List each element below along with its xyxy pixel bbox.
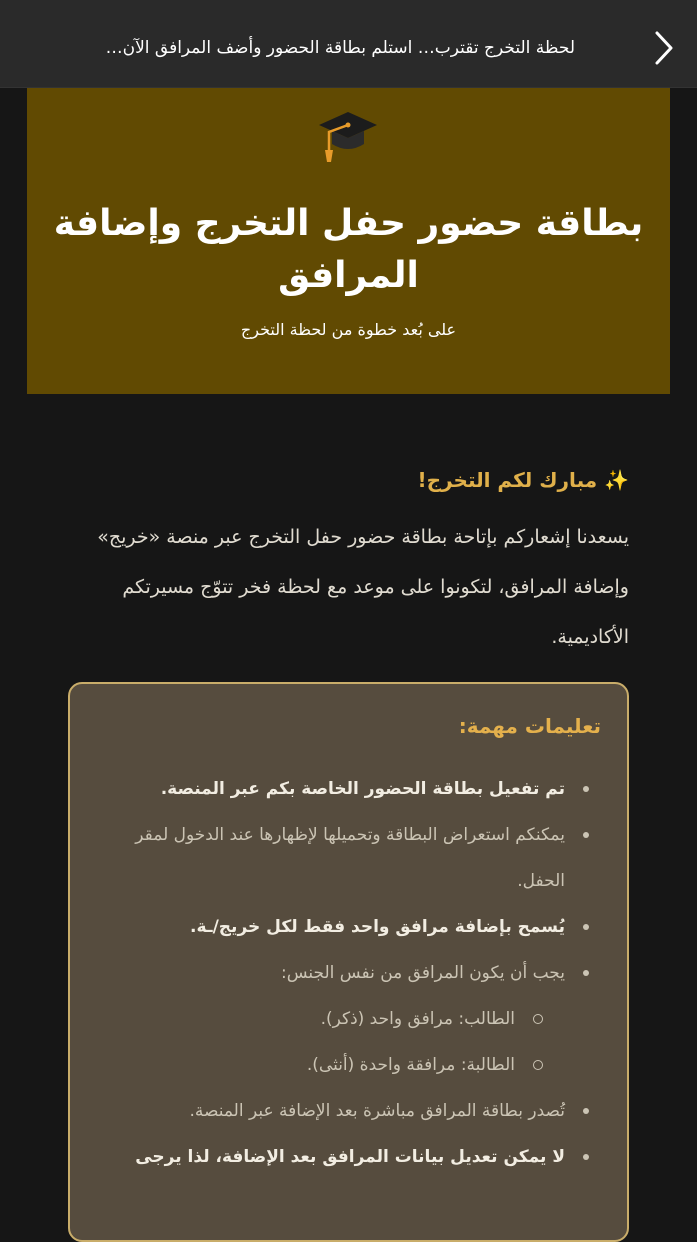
graduation-cap-icon [315, 98, 381, 164]
list-item: تم تفعيل بطاقة الحضور الخاصة بكم عبر المنصة. [100, 766, 603, 812]
hero-title: بطاقة حضور حفل التخرج وإضافة المرافق [53, 203, 644, 296]
top-bar [0, 0, 697, 88]
instructions-box [68, 682, 629, 1242]
list-item: يجب أن يكون المرافق من نفس الجنس: [100, 950, 603, 996]
sparkles-icon: ✨ [604, 468, 629, 492]
hero-banner [27, 88, 670, 394]
intro-paragraph: يسعدنا إشعاركم بإتاحة بطاقة حضور حفل التخرج عبر منصة «خريج» وإضافة المرافق، لتكونوا على موعد مع لحظة فخر تتوّج مسيرتكم الأكاديمية. [97, 526, 629, 648]
congrats-heading [69, 468, 629, 492]
instructions-title: تعليمات مهمة: [458, 714, 601, 738]
list-item: لا يمكن تعديل بيانات المرافق بعد الإضافة، لذا يرجى [100, 1134, 603, 1180]
hero-subtitle: على بُعد خطوة من لحظة التخرج [240, 320, 457, 339]
sub-list-item: الطالب: مرافق واحد (ذكر). [100, 996, 603, 1042]
chevron-right-icon [653, 30, 675, 66]
list-item: تُصدر بطاقة المرافق مباشرة بعد الإضافة عبر المنصة. [100, 1088, 603, 1134]
back-button[interactable] [649, 28, 679, 68]
instructions-list [100, 766, 603, 1180]
sub-list-item: الطالبة: مرافقة واحدة (أنثى). [100, 1042, 603, 1088]
list-item: يمكنكم استعراض البطاقة وتحميلها لإظهارها عند الدخول لمقر الحفل. [100, 812, 603, 904]
congrats-text: مبارك لكم التخرج! [417, 468, 598, 492]
page-title: لحظة التخرج تقترب… استلم بطاقة الحضور وأضف المرافق الآن… [105, 38, 575, 58]
list-item: يُسمح بإضافة مرافق واحد فقط لكل خريج/ـة. [100, 904, 603, 950]
